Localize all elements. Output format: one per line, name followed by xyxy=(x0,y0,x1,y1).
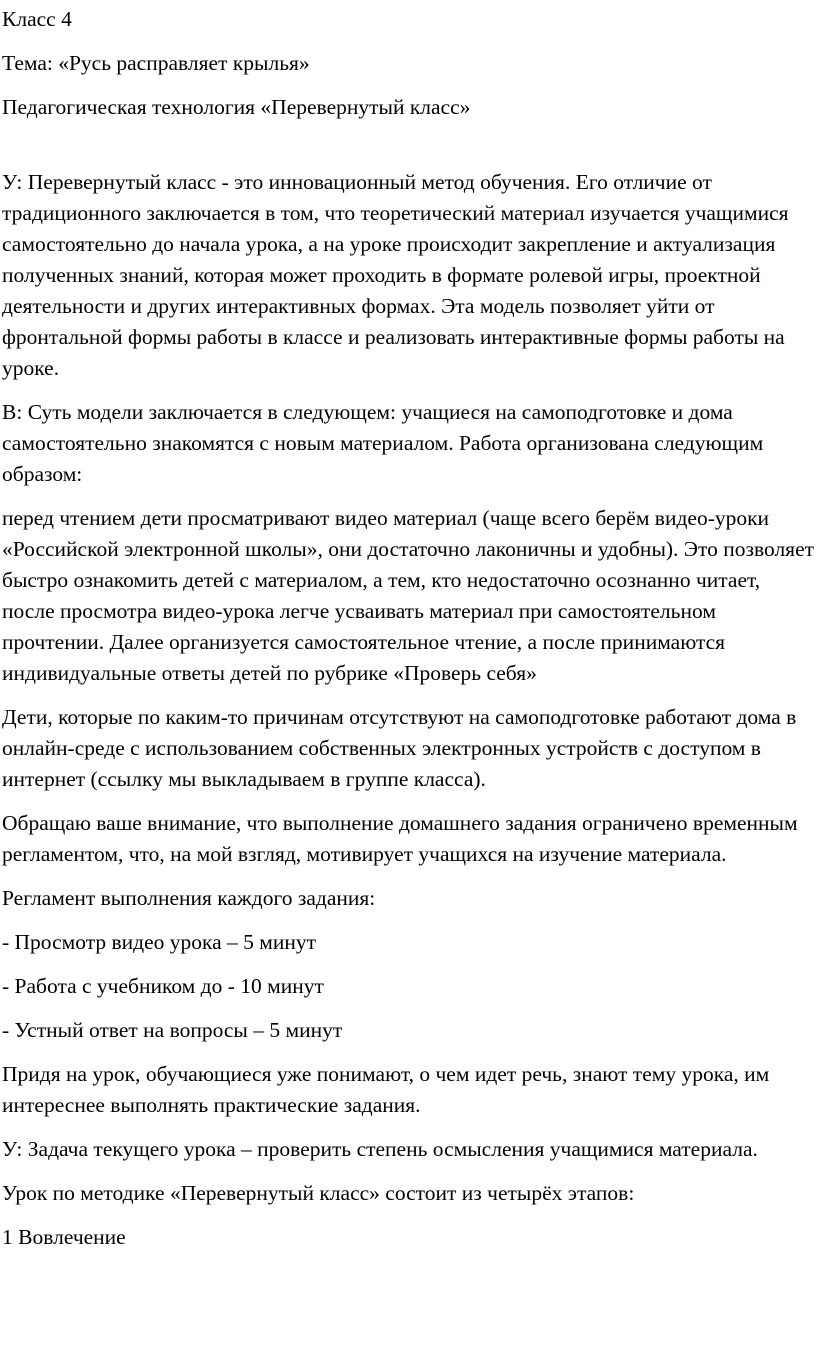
paragraph-coming-to-lesson: Придя на урок, обучающиеся уже понимают, о чем идет речь, знают тему урока, им интереснее выполнять практические задания. xyxy=(2,1062,770,1117)
paragraph-flipped-class-definition: У: Перевернутый класс - это инновационный метод обучения. Его отличие от традиционного заключается в том, что теоретический материал изучается учащимися самостоятельно до начала урока, а на уроке происходит закрепление и актуализация полученных знаний, которая может проходить в формате ролевой игры, проектной деятельности и других интерактивных формах. Эта модель позволяет уйти от фронтальной формы работы в классе и реализовать интерактивные формы работы на уроке. xyxy=(2,170,789,380)
topic-line: Тема: «Русь расправляет крылья» xyxy=(2,51,310,75)
stage-item-engagement: 1 Вовлечение xyxy=(2,1225,126,1249)
list-item-textbook: - Работа с учебником до - 10 минут xyxy=(2,974,324,998)
list-item-oral-answer: - Устный ответ на вопросы – 5 минут xyxy=(2,1018,343,1042)
paragraph-time-limit: Обращаю ваше внимание, что выполнение домашнего задания ограничено временным регламентом, что, на мой взгляд, мотивирует учащихся на изучение материала. xyxy=(2,811,798,866)
paragraph-lesson-stages: Урок по методике «Перевернутый класс» состоит из четырёх этапов: xyxy=(2,1181,635,1205)
paragraph-video-lessons: перед чтением дети просматривают видео материал (чаще всего берём видео-уроки «Российской электронной школы», они достаточно лаконичны и удобны). Это позволяет быстро ознакомить детей с материалом, а тем, кто недостаточно осознанно читает, после просмотра видео-урока легче усваивать материал при самостоятельном прочтении. Далее организуется самостоятельное чтение, а после принимаются индивидуальные ответы детей по рубрике «Проверь себя» xyxy=(2,506,815,685)
paragraph-model-essence: В: Суть модели заключается в следующем: учащиеся на самоподготовке и дома самостоятельно знакомятся с новым материалом. Работа организована следующим образом: xyxy=(2,400,764,486)
paragraph-schedule-heading: Регламент выполнения каждого задания: xyxy=(2,886,376,910)
list-item-video: - Просмотр видео урока – 5 минут xyxy=(2,930,317,954)
grade-line: Класс 4 xyxy=(2,7,72,31)
paragraph-online-work: Дети, которые по каким-то причинам отсутствуют на самоподготовке работают дома в онлайн-среде с использованием собственных электронных устройств с доступом в интернет (ссылку мы выкладываем в группе класса). xyxy=(2,705,797,791)
paragraph-lesson-task: У: Задача текущего урока – проверить степень осмысления учащимися материала. xyxy=(2,1137,758,1161)
technology-line: Педагогическая технология «Перевернутый класс» xyxy=(2,95,471,119)
